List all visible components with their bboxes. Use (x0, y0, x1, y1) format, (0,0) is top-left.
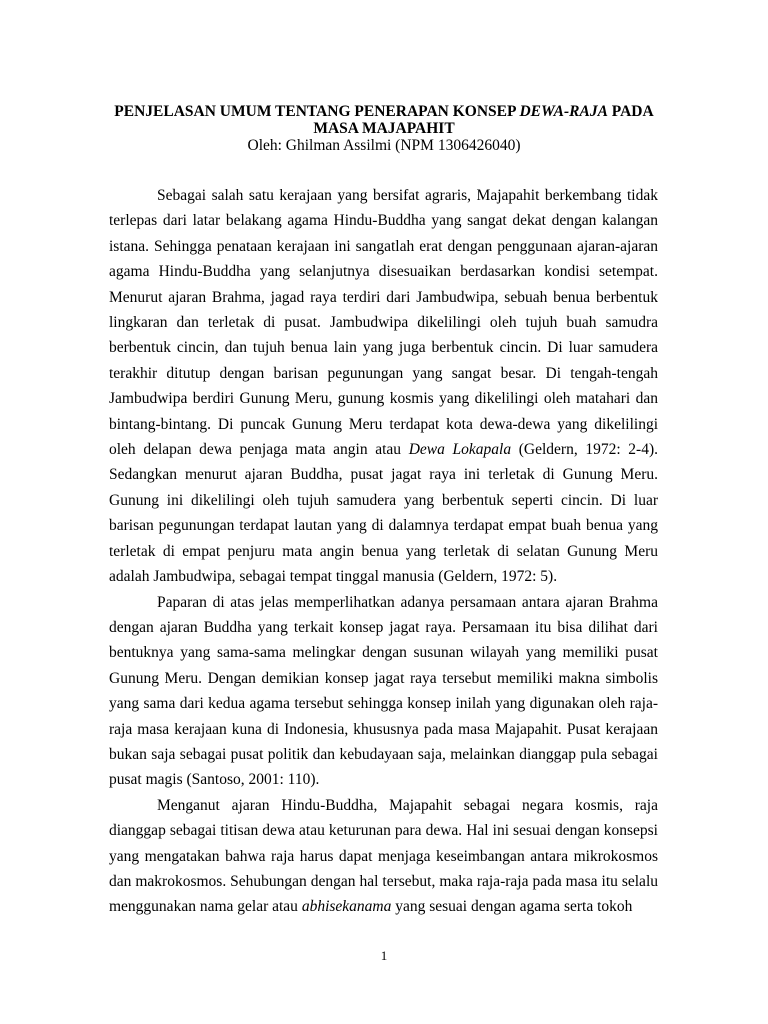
text-line: Jambudwipa berdiri Gunung Meru, gunung kosmis yang dikelilingi oleh matahari dan (109, 390, 658, 408)
text-line: raja masa kerajaan kuna di Indonesia, khususnya pada masa Majapahit. Pusat kerajaan (109, 720, 658, 738)
text-line: Menurut ajaran Brahma, jagad raya terdiri dari Jambudwipa, sebuah benua berbentuk (109, 288, 658, 306)
text-line: oleh delapan dewa penjaga mata angin atau Dewa Lokapala (Geldern, 1972: 2-4). (109, 441, 659, 459)
text-line: yang sama dari kedua agama tersebut sehingga konsep inilah yang digunakan oleh raja- (109, 695, 658, 713)
text-line: Sebagai salah satu kerajaan yang bersifat agraris, Majapahit berkembang tidak (157, 187, 658, 204)
text-line: dianggap sebagai titisan dewa atau keturunan para dewa. Hal ini sesuai dengan konsepsi (109, 822, 658, 840)
text-line: terletak di empat penjuru mata angin benua yang terletak di selatan Gunung Meru (109, 542, 658, 560)
title-text-part2: PADA (607, 103, 654, 120)
document-title (100, 103, 668, 120)
document-title-line2: MASA MAJAPAHIT (313, 120, 455, 137)
text-line: adalah Jambudwipa, sebagai tempat tinggal manusia (Geldern, 1972: 5). (109, 568, 558, 586)
body-text (109, 183, 658, 920)
text-line: Paparan di atas jelas memperlihatkan adanya persamaan antara ajaran Brahma (157, 593, 658, 611)
text-line: agama Hindu-Buddha yang selanjutnya disesuaikan berdasarkan kondisi setempat. (109, 263, 658, 281)
text-line: terlepas dari latar belakang agama Hindu-Buddha yang sangat dekat dengan kalangan (109, 212, 658, 230)
paragraph (109, 590, 658, 793)
text-line: Menganut ajaran Hindu-Buddha, Majapahit sebagai negara kosmis, raja (157, 796, 658, 814)
text-line: dan makrokosmos. Sehubungan dengan hal tersebut, maka raja-raja pada masa itu selalu (109, 872, 658, 890)
title-text-part1: PENJELASAN UMUM TENTANG PENERAPAN KONSEP (114, 103, 520, 120)
text-line: bentuknya yang sama-sama melingkar dengan susunan wilayah yang memiliki pusat (109, 644, 658, 662)
text-line: lingkaran dan terletak di pusat. Jambudwipa dikelilingi oleh tujuh buah samudra (109, 314, 658, 332)
text-line: terakhir ditutup dengan barisan pegunungan yang sangat besar. Di tengah-tengah (109, 364, 658, 382)
text-line: dengan ajaran Buddha yang terkait konsep jagat raya. Persamaan itu bisa dilihat dari (109, 618, 658, 636)
text-line: Sedangkan menurut ajaran Buddha, pusat jagat raya ini terletak di Gunung Meru. (109, 466, 658, 484)
paragraph (109, 793, 658, 920)
text-line: bintang-bintang. Di puncak Gunung Meru terdapat kota dewa-dewa yang dikelilingi (109, 415, 658, 433)
text-line: yang mengatakan bahwa raja harus dapat menjaga keseimbangan antara mikrokosmos (109, 847, 658, 865)
text-line: barisan pegunungan terdapat lautan yang di dalamnya terdapat empat buah benua yang (109, 517, 658, 535)
page-number: 1 (380, 948, 388, 963)
title-block (100, 103, 668, 154)
text-line: istana. Sehingga penataan kerajaan ini sangatlah erat dengan penggunaan ajaran-ajaran (109, 237, 658, 255)
text-line: menggunakan nama gelar atau abhisekanama yang sesuai dengan agama serta tokoh (109, 898, 633, 916)
text-line: Gunung ini dikelilingi oleh tujuh samudera yang berbentuk seperti cincin. Di luar (109, 491, 658, 509)
text-line: Gunung Meru. Dengan demikian konsep jagat raya tersebut memiliki makna simbolis (109, 669, 658, 687)
text-line: berbentuk cincin, dan tujuh benua lain yang juga berbentuk cincin. Di luar samudera (109, 339, 658, 357)
title-italic-term: DEWA-RAJA (519, 103, 608, 120)
author-line: Oleh: Ghilman Assilmi (NPM 1306426040) (247, 137, 521, 154)
paragraph (109, 183, 658, 590)
text-line: pusat magis (Santoso, 2001: 110). (109, 771, 320, 789)
text-line: bukan saja sebagai pusat politik dan kebudayaan saja, melainkan dianggap pula sebagai (109, 745, 658, 763)
